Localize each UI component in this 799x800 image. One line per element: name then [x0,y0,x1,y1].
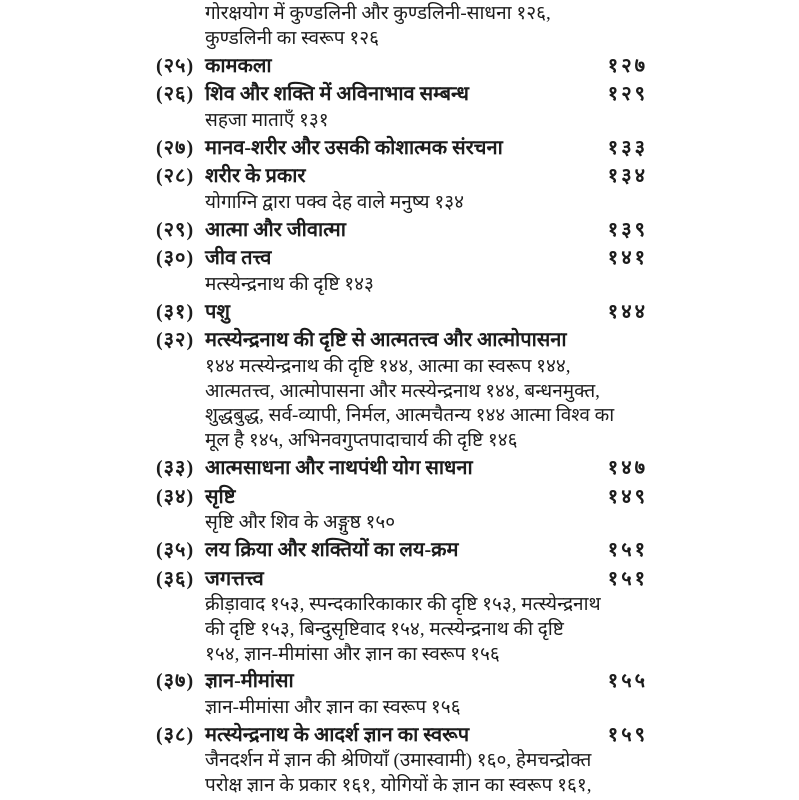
toc-entry-page-number: १५५ [607,670,648,693]
toc-entry [156,134,648,163]
toc-entry-number: (३४) [156,485,195,508]
toc-subentry [156,2,648,27]
toc-entry-title: मत्स्येन्द्रनाथ के आदर्श ज्ञान का स्वरूप [205,723,470,746]
toc-entry-page-number: १४७ [607,456,648,479]
toc-entry-number: (२७) [156,136,195,159]
toc-subentry-text: मत्स्येन्द्रनाथ की दृष्टि १४३ [205,273,374,295]
toc-entry-page-number: १५९ [607,723,648,746]
toc-entry-number: (३५) [156,538,195,561]
toc-entry-title: जीव तत्त्व [205,247,272,270]
toc-entry-title: सृष्टि [205,485,236,508]
toc-subentry [156,380,648,405]
toc-subentry [156,273,648,298]
toc-entry-page-number: १२७ [607,54,648,77]
toc-entry-page-number: १३९ [607,218,648,241]
toc-entry [156,216,648,245]
toc-entry-page-number: १५१ [607,567,648,590]
toc-entry-number: (२५) [156,54,195,77]
toc-entry-number: (३८) [156,723,195,746]
toc-entry [156,483,648,512]
toc-subentry [156,696,648,721]
toc-subentry-text: योगाग्नि द्वारा पक्व देह वाले मनुष्य १३४ [205,191,464,213]
toc-subentry [156,643,648,668]
toc-entry-page-number: १४१ [607,247,648,270]
toc-entry-title: शिव और शक्ति में अविनाभाव सम्बन्ध [205,83,469,106]
toc-subentry [156,404,648,429]
toc-entry-title: कामकला [205,54,272,77]
toc-entry [156,52,648,81]
toc-entry-number: (३०) [156,247,195,270]
toc-subentry-text: १५४, ज्ञान-मीमांसा और ज्ञान का स्वरूप १५६ [205,643,500,665]
toc-entry-number: (३२) [156,329,195,352]
toc-entry-number: (३७) [156,670,195,693]
toc-subentry [156,109,648,134]
toc-subentry-text: शुद्धबुद्ध, सर्व-व्यापी, निर्मल, आत्मचैतन्य १४४ आत्मा विश्व का [205,405,615,427]
toc-entry-title: आत्मा और जीवात्मा [205,218,346,241]
toc-subentry-text: मूल है १४५, अभिनवगुप्तपादाचार्य की दृष्टि १४६ [205,430,518,452]
toc-subentry [156,593,648,618]
toc-entry-title: मत्स्येन्द्रनाथ की दृष्टि से आत्मतत्त्व और आत्मोपासना [205,329,567,352]
toc-subentry [156,355,648,380]
toc-subentry-text: सृष्टि और शिव के अङ्गुष्ठ १५० [205,512,396,534]
toc-entry-page-number: १२९ [607,83,648,106]
toc-entry-title: मानव-शरीर और उसकी कोशात्मक संरचना [205,136,503,159]
toc-entry [156,162,648,191]
toc-entry-number: (२८) [156,165,195,188]
toc-entry-page-number: १३३ [607,136,648,159]
toc-subentry-text: गोरक्षयोग में कुण्डलिनी और कुण्डलिनी-साधना १२६, [205,3,551,24]
toc-entry-page-number: १३४ [607,165,648,188]
toc-subentry [156,27,648,52]
toc-subentry-text: आत्मतत्त्व, आत्मोपासना और मत्स्येन्द्रनाथ १४४, बन्धनमुक्त, [205,380,600,402]
toc-entry [156,667,648,696]
toc-subentry [156,749,648,774]
toc-list [156,2,648,799]
toc-entry-number: (३६) [156,567,195,590]
toc-entry-title: शरीर के प्रकार [205,165,306,188]
toc-entry [156,565,648,594]
toc-entry-title: ज्ञान-मीमांसा [205,670,294,693]
toc-entry [156,80,648,109]
toc-entry [156,721,648,750]
toc-entry-title: पशु [205,300,230,323]
toc-entry [156,326,648,355]
toc-subentry [156,429,648,454]
toc-subentry-text: कुण्डलिनी का स्वरूप १२६ [205,27,379,49]
toc-entry [156,298,648,327]
toc-subentry-text: जैनदर्शन में ज्ञान की श्रेणियाँ (उमास्वामी) १६०, हेमचन्द्रोक्त [205,750,592,772]
toc-subentry-text: की दृष्टि १५३, बिन्दुसृष्टिवाद १५४, मत्स्येन्द्रनाथ की दृष्टि [205,618,564,640]
toc-entry-page-number: १४४ [607,300,648,323]
toc-entry-page-number: १५१ [607,538,648,561]
toc-subentry-text: सहजा माताएँ १३१ [205,109,329,131]
toc-entry-title: जगत्तत्त्व [205,567,264,590]
toc-subentry-text: ज्ञान-मीमांसा और ज्ञान का स्वरूप १५६ [205,697,461,719]
toc-subentry [156,511,648,536]
toc-entry-number: (३३) [156,456,195,479]
toc-entry-title: लय क्रिया और शक्तियों का लय-क्रम [205,538,459,561]
toc-subentry [156,191,648,216]
toc-entry-page-number: १४९ [607,485,648,508]
toc-subentry [156,774,648,799]
toc-entry [156,536,648,565]
toc-subentry-text: परोक्ष ज्ञान के प्रकार १६१, योगियों के ज्ञान का स्वरूप १६१, [205,775,592,797]
toc-entry-number: (२६) [156,83,195,106]
toc-entry [156,244,648,273]
toc-entry [156,454,648,483]
toc-entry-title: आत्मसाधना और नाथपंथी योग साधना [205,456,473,479]
toc-subentry-text: १४४ मत्स्येन्द्रनाथ की दृष्टि १४४, आत्मा का स्वरूप १४४, [205,355,571,377]
toc-entry-number: (२९) [156,218,195,241]
toc-subentry [156,618,648,643]
toc-subentry-text: क्रीड़ावाद १५३, स्पन्दकारिकाकार की दृष्टि १५३, मत्स्येन्द्रनाथ [205,594,601,616]
toc-entry-number: (३१) [156,300,195,323]
